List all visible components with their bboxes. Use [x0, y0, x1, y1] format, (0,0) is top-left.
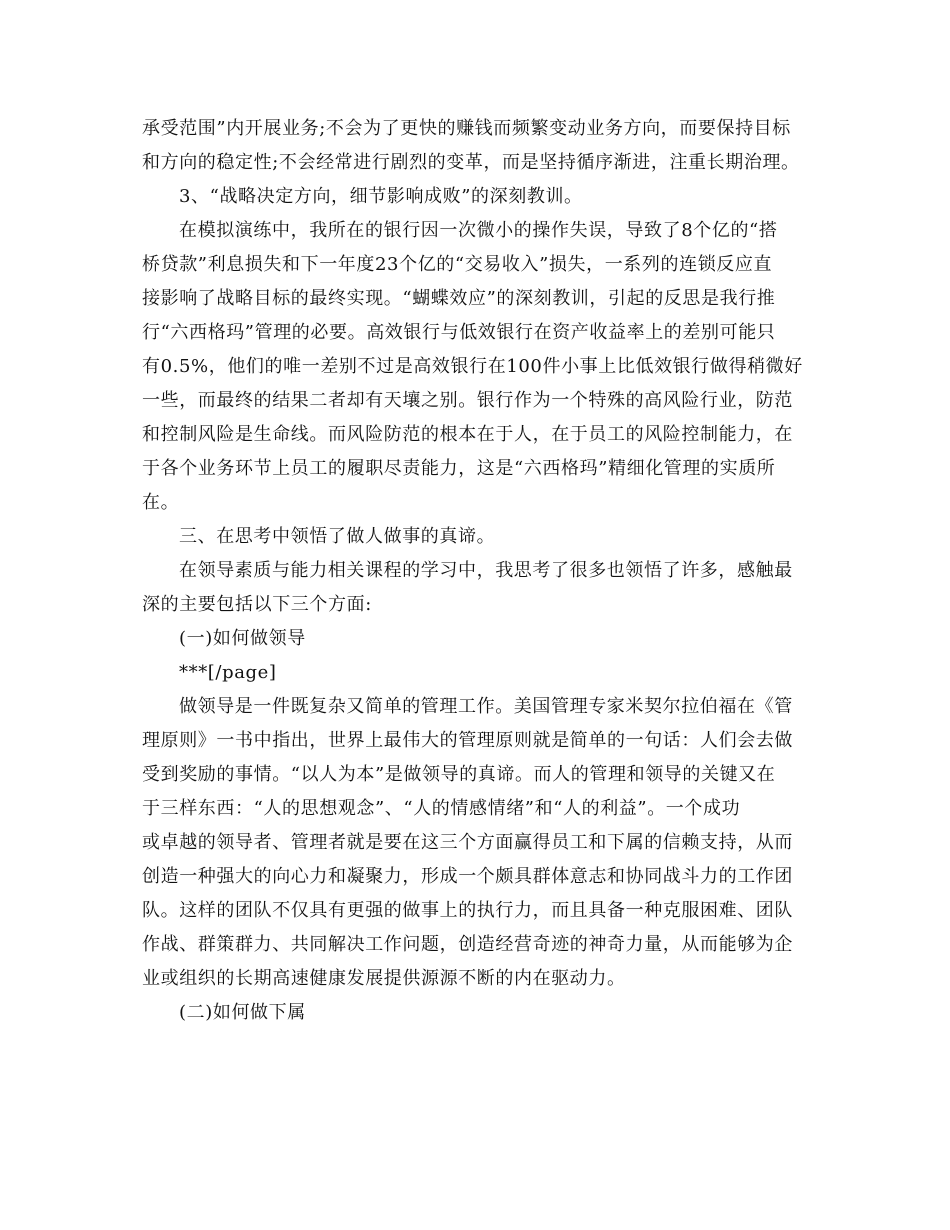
text-line: 创造一种强大的向心力和凝聚力，形成一个颇具群体意志和协同战斗力的工作团 — [142, 866, 793, 887]
text-line: 桥贷款”利息损失和下一年度23个亿的“交易收入”损失，一系列的连锁反应直 — [142, 254, 773, 275]
text-line: (一)如何做领导 — [179, 628, 306, 649]
text-line: 或卓越的领导者、管理者就是要在这三个方面赢得员工和下属的信赖支持，从而 — [142, 832, 793, 853]
text-line: 行“六西格玛”管理的必要。高效银行与低效银行在资产收益率上的差别可能只 — [142, 322, 776, 343]
text-line: 作战、群策群力、共同解决工作问题，创造经营奇迹的神奇力量，从而能够为企 — [142, 934, 793, 955]
text-line: 业或组织的长期高速健康发展提供源源不断的内在驱动力。 — [142, 968, 626, 989]
text-line: 一些，而最终的结果二者却有天壤之别。银行作为一个特殊的高风险行业，防范 — [142, 390, 793, 411]
text-line: 和方向的稳定性;不会经常进行剧烈的变革，而是坚持循序渐进，注重长期治理。 — [142, 152, 800, 173]
text-line: 接影响了战略目标的最终实现。“蝴蝶效应”的深刻教训，引起的反思是我行推 — [142, 288, 776, 309]
text-line: 在模拟演练中，我所在的银行因一次微小的操作失误，导致了8个亿的“搭 — [179, 220, 778, 241]
text-line: 在领导素质与能力相关课程的学习中，我思考了很多也领悟了许多，感触最 — [179, 560, 793, 581]
text-line: 和控制风险是生命线。而风险防范的根本在于人，在于员工的风险控制能力，在 — [142, 424, 793, 445]
document-body — [142, 112, 812, 1030]
text-line: 理原则》一书中指出，世界上最伟大的管理原则就是简单的一句话：人们会去做 — [142, 730, 793, 751]
text-line: 队。这样的团队不仅具有更强的做事上的执行力，而且具备一种克服困难、团队 — [142, 900, 793, 921]
text-line: ***[/page] — [179, 662, 277, 683]
text-line: 三、在思考中领悟了做人做事的真谛。 — [179, 526, 496, 547]
text-line: 于三样东西：“人的思想观念”、“人的情感情绪”和“人的利益”。一个成功 — [142, 798, 741, 819]
text-line: 有0.5%，他们的唯一差别不过是高效银行在100件小事上比低效银行做得稍微好 — [142, 356, 803, 377]
text-line: 于各个业务环节上员工的履职尽责能力，这是“六西格玛”精细化管理的实质所 — [142, 458, 776, 479]
text-line: 受到奖励的事情。“以人为本”是做领导的真谛。而人的管理和领导的关键又在 — [142, 764, 776, 785]
text-line: 在。 — [142, 492, 180, 513]
text-line: 3、“战略决定方向，细节影响成败”的深刻教训。 — [179, 186, 583, 207]
text-line: 深的主要包括以下三个方面: — [142, 594, 372, 615]
text-line: (二)如何做下属 — [179, 1002, 306, 1023]
text-line: 做领导是一件既复杂又简单的管理工作。美国管理专家米契尔拉伯福在《管 — [179, 696, 793, 717]
text-line: 承受范围”内开展业务;不会为了更快的赚钱而频繁变动业务方向，而要保持目标 — [142, 118, 791, 139]
